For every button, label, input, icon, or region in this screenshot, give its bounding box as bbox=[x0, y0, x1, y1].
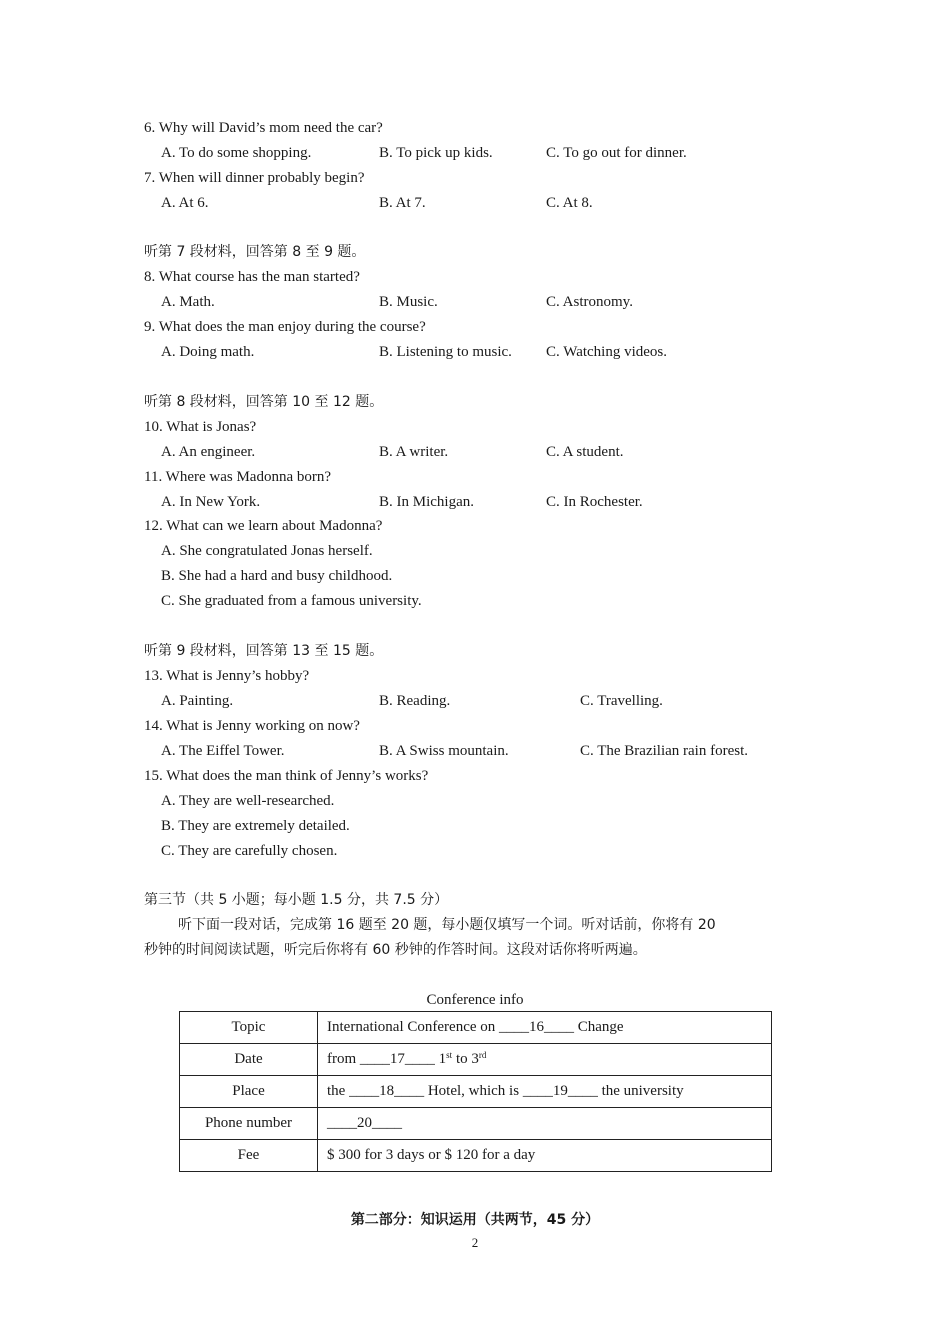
date-suffix-rd: rd bbox=[478, 1050, 487, 1060]
q7-option-b: B. At 7. bbox=[379, 195, 426, 211]
question-13-stem: 13. What is Jenny’s hobby? bbox=[144, 668, 310, 684]
q12-option-a: A. She congratulated Jonas herself. bbox=[161, 543, 373, 559]
q11-option-c: C. In Rochester. bbox=[546, 494, 643, 510]
question-12-stem: 12. What can we learn about Madonna? bbox=[144, 518, 383, 534]
question-6-stem: 6. Why will David’s mom need the car? bbox=[144, 120, 383, 136]
q9-option-c: C. Watching videos. bbox=[546, 344, 668, 360]
question-10-stem: 10. What is Jonas? bbox=[144, 419, 257, 435]
q11-option-b: B. In Michigan. bbox=[379, 494, 474, 510]
phone-value: ____20____ bbox=[318, 1108, 772, 1140]
q7-option-a: A. At 6. bbox=[161, 195, 209, 211]
q11-option-a: A. In New York. bbox=[161, 494, 261, 510]
q13-option-c: C. Travelling. bbox=[580, 693, 663, 709]
date-text-mid: to 3 bbox=[452, 1051, 479, 1067]
table-row bbox=[180, 1108, 772, 1140]
q13-option-b: B. Reading. bbox=[379, 693, 451, 709]
part-2-title: 第二部分：知识运用（共两节，45 分） bbox=[350, 1212, 600, 1228]
page-number: 2 bbox=[471, 1235, 479, 1250]
date-value bbox=[318, 1044, 772, 1076]
q12-option-b: B. She had a hard and busy childhood. bbox=[161, 568, 393, 584]
q14-option-c: C. The Brazilian rain forest. bbox=[580, 743, 749, 759]
q15-option-b: B. They are extremely detailed. bbox=[161, 818, 350, 834]
phone-label: Phone number bbox=[180, 1108, 318, 1140]
table-row bbox=[180, 1076, 772, 1108]
q10-option-c: C. A student. bbox=[546, 444, 624, 460]
fee-label: Fee bbox=[180, 1140, 318, 1172]
topic-value: International Conference on ____16____ Change bbox=[318, 1012, 772, 1044]
conference-table-caption: Conference info bbox=[426, 992, 524, 1008]
q9-option-b: B. Listening to music. bbox=[379, 344, 512, 360]
topic-label: Topic bbox=[180, 1012, 318, 1044]
q15-option-a: A. They are well-researched. bbox=[161, 793, 335, 809]
table-row bbox=[180, 1140, 772, 1172]
section-3-instructions-line2: 秒钟的时间阅读试题，听完后你将有 60 秒钟的作答时间。这段对话你将听两遍。 bbox=[144, 942, 647, 958]
q14-option-b: B. A Swiss mountain. bbox=[379, 743, 509, 759]
passage-8-heading: 听第 8 段材料，回答第 10 至 12 题。 bbox=[144, 394, 384, 410]
q7-option-c: C. At 8. bbox=[546, 195, 593, 211]
q10-option-b: B. A writer. bbox=[379, 444, 449, 460]
passage-9-heading: 听第 9 段材料，回答第 13 至 15 题。 bbox=[144, 643, 384, 659]
question-11-stem: 11. Where was Madonna born? bbox=[144, 469, 332, 485]
q10-option-a: A. An engineer. bbox=[161, 444, 256, 460]
q9-option-a: A. Doing math. bbox=[161, 344, 255, 360]
place-value: the ____18____ Hotel, which is ____19____ the university bbox=[318, 1076, 772, 1108]
q8-option-b: B. Music. bbox=[379, 294, 438, 310]
place-label: Place bbox=[180, 1076, 318, 1108]
table-row bbox=[180, 1044, 772, 1076]
q6-option-a: A. To do some shopping. bbox=[161, 145, 312, 161]
fee-value: $ 300 for 3 days or $ 120 for a day bbox=[318, 1140, 772, 1172]
date-text-start: from ____17____ 1 bbox=[327, 1051, 447, 1067]
q13-option-a: A. Painting. bbox=[161, 693, 234, 709]
q8-option-a: A. Math. bbox=[161, 294, 215, 310]
table-row bbox=[180, 1012, 772, 1044]
q14-option-a: A. The Eiffel Tower. bbox=[161, 743, 285, 759]
conference-info-table bbox=[179, 1011, 772, 1172]
q6-option-b: B. To pick up kids. bbox=[379, 145, 493, 161]
passage-7-heading: 听第 7 段材料，回答第 8 至 9 题。 bbox=[144, 244, 366, 260]
question-7-stem: 7. When will dinner probably begin? bbox=[144, 170, 365, 186]
q8-option-c: C. Astronomy. bbox=[546, 294, 633, 310]
q12-option-c: C. She graduated from a famous university. bbox=[161, 593, 422, 609]
question-14-stem: 14. What is Jenny working on now? bbox=[144, 718, 360, 734]
question-15-stem: 15. What does the man think of Jenny’s works? bbox=[144, 768, 429, 784]
date-label: Date bbox=[180, 1044, 318, 1076]
q15-option-c: C. They are carefully chosen. bbox=[161, 843, 338, 859]
q6-option-c: C. To go out for dinner. bbox=[546, 145, 687, 161]
date-suffix-st: st bbox=[446, 1050, 453, 1060]
section-3-instructions-line1: 听下面一段对话，完成第 16 题至 20 题，每小题仅填写一个词。听对话前，你将有 20 bbox=[178, 917, 716, 933]
section-3-title: 第三节（共 5 小题；每小题 1.5 分，共 7.5 分） bbox=[144, 892, 449, 908]
question-9-stem: 9. What does the man enjoy during the course? bbox=[144, 319, 426, 335]
question-8-stem: 8. What course has the man started? bbox=[144, 269, 360, 285]
